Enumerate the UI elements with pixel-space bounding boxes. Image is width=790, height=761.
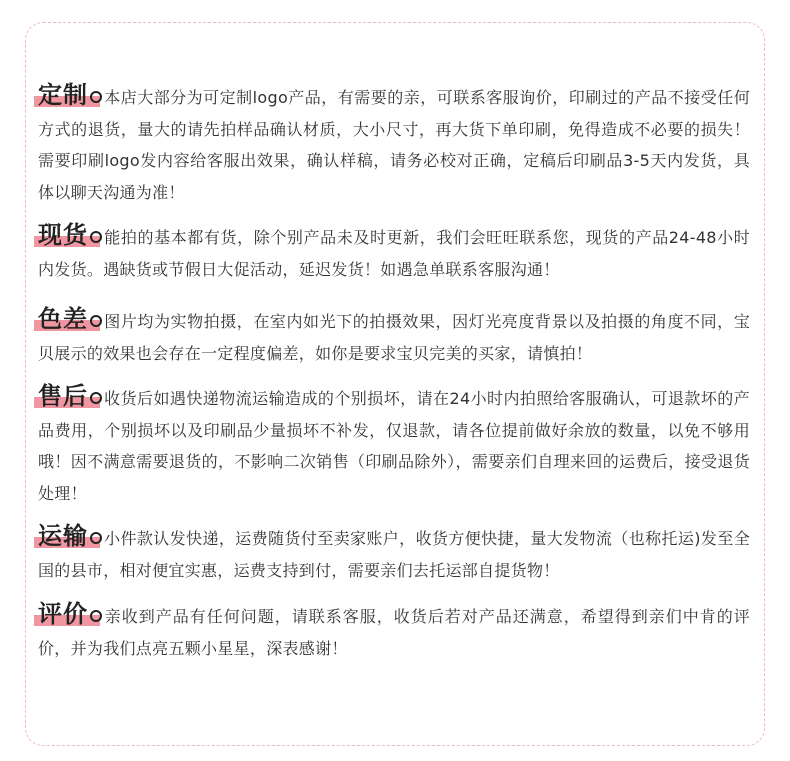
section-text: 图片均为实物拍摄，在室内如光下的拍摄效果，因灯光亮度背景以及拍摄的角度不同，宝贝展示的效果也会存在一定程度偏差，如你是要求宝贝完美的买家，请慎拍！ [38,312,750,363]
section-heading [38,521,102,553]
period-mark-icon [90,610,102,622]
section-text: 本店大部分为可定制logo产品，有需要的亲，可联系客服询价，印刷过的产品不接受任何方式的退货，量大的请先拍样品确认材质，大小尺寸，再大货下单印刷，免得造成不必要的损失！需要印刷logo发内容给客服出效果，确认样稿，请务必校对正确，定稿后印刷品3-5天内发货，具体以聊天沟通为准！ [38,88,750,202]
section-text: 小件款认发快递，运费随货付至卖家账户，收货方便快捷，量大发物流（也称托运)发至全国的县市，相对便宜实惠，运费支持到付，需要亲们去托运部自提货物！ [38,529,750,580]
section-shipping [38,521,750,586]
heading-label: 运输 [38,522,88,550]
section-text: 能拍的基本都有货，除个别产品未及时更新，我们会旺旺联系您，现货的产品24-48小时内发货。遇缺货或节假日大促活动，延迟发货！如遇急单联系客服沟通！ [38,228,750,279]
heading-label: 售后 [38,382,88,410]
section-review [38,599,750,664]
section-after-sales [38,381,750,509]
period-mark-icon [90,231,102,243]
heading-label: 评价 [38,600,88,628]
period-mark-icon [90,315,102,327]
period-mark-icon [90,91,102,103]
section-text: 收货后如遇快递物流运输造成的个别损坏，请在24小时内拍照给客服确认，可退款坏的产品费用，个别损坏以及印刷品少量损坏不补发，仅退款，请各位提前做好余放的数量，以免不够用哦！因不满意需要退货的，不影响二次销售（印刷品除外），需要亲们自理来回的运费后，接受退货处理！ [38,389,750,503]
period-mark-icon [90,392,102,404]
period-mark-icon [90,532,102,544]
section-heading [38,220,102,252]
section-customization [38,80,750,208]
section-heading [38,80,102,112]
section-heading [38,304,102,336]
section-color-difference [38,304,750,369]
heading-label: 色差 [38,305,88,333]
heading-label: 定制 [38,81,88,109]
section-heading [38,381,102,413]
section-text: 亲收到产品有任何问题，请联系客服，收货后若对产品还满意，希望得到亲们中肯的评价，并为我们点亮五颗小星星，深表感谢！ [38,607,750,658]
heading-label: 现货 [38,221,88,249]
section-heading [38,599,102,631]
section-in-stock [38,220,750,285]
policy-notice [38,80,750,664]
